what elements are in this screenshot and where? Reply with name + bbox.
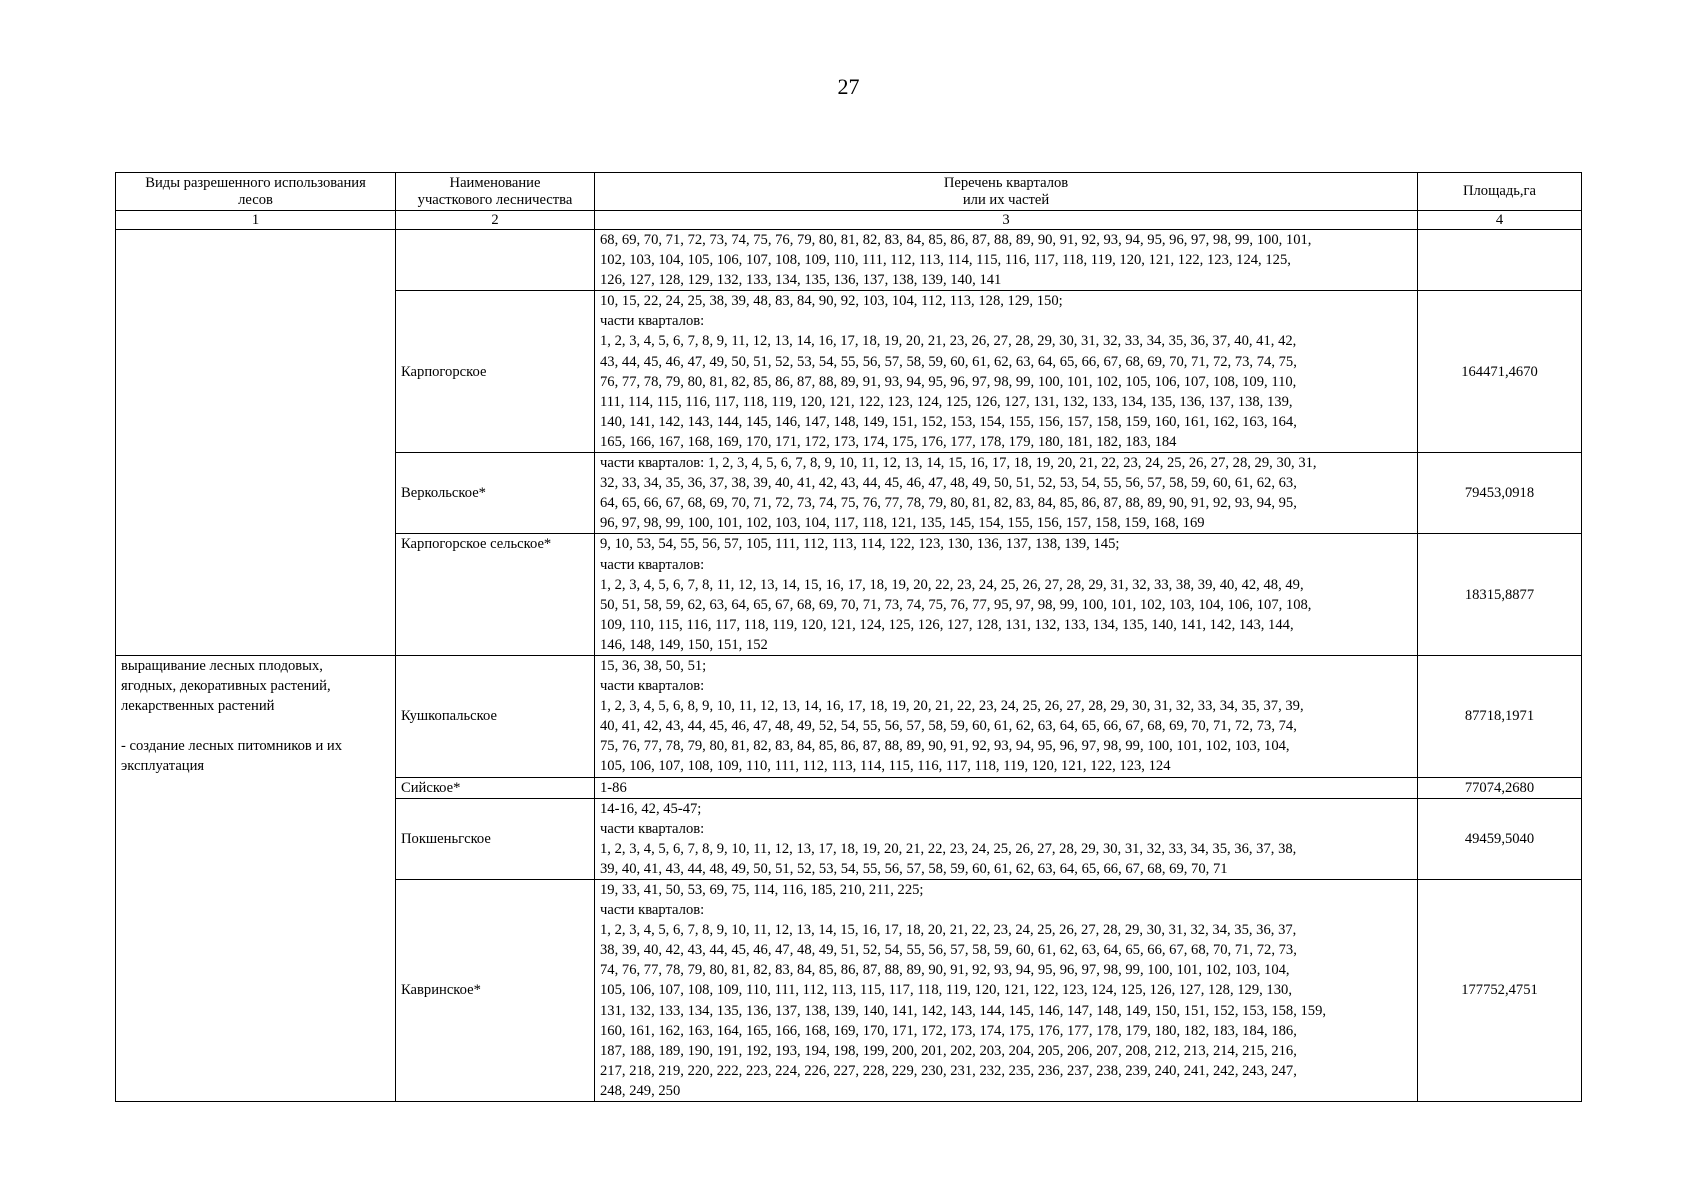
header-district: Наименование участкового лесничества	[396, 173, 595, 211]
quarters-line: части кварталов:	[600, 820, 705, 837]
quarters-line: 15, 36, 38, 50, 51;	[600, 657, 707, 674]
quarters-line: 38, 39, 40, 42, 43, 44, 45, 46, 47, 48, 49, 51, 52, 54, 55, 56, 57, 58, 59, 60, 61, 62, 63, 64, 65, 66, 67, 68, 70, 71, 72, 73,	[600, 942, 1297, 959]
quarters-line: 10, 15, 22, 24, 25, 38, 39, 48, 83, 84, 90, 92, 103, 104, 112, 113, 128, 129, 150;	[600, 293, 1063, 310]
quarters-line: 9, 10, 53, 54, 55, 56, 57, 105, 111, 112, 113, 114, 122, 123, 130, 136, 137, 138, 139, 145;	[600, 536, 1120, 553]
quarters-line: 1, 2, 3, 4, 5, 6, 7, 8, 9, 11, 12, 13, 14, 16, 17, 18, 19, 20, 21, 23, 26, 27, 28, 29, 30, 31, 32, 33, 34, 35, 36, 37, 40, 41, 42,	[600, 333, 1297, 350]
quarters-line: 50, 51, 58, 59, 62, 63, 64, 65, 67, 68, 69, 70, 71, 73, 74, 75, 76, 77, 95, 97, 98, 99, 100, 101, 102, 103, 104, 106, 107, 108,	[600, 596, 1312, 613]
column-number: 1	[116, 211, 396, 230]
quarters-line: 131, 132, 133, 134, 135, 136, 137, 138, 139, 140, 141, 142, 143, 144, 145, 146, 147, 148, 149, 150, 151, 152, 153, 158, 159,	[600, 1002, 1327, 1019]
usage-type-text: лекарственных растений	[121, 698, 275, 715]
quarters-line: 160, 161, 162, 163, 164, 165, 166, 168, 169, 170, 171, 172, 173, 174, 175, 176, 177, 178, 179, 180, 182, 183, 184, 186,	[600, 1022, 1297, 1039]
quarters-line: 68, 69, 70, 71, 72, 73, 74, 75, 76, 79, 80, 81, 82, 83, 84, 85, 86, 87, 88, 89, 90, 91, 92, 93, 94, 95, 96, 97, 98, 99, 100, 101,	[600, 232, 1312, 248]
district-name-cell: Покшеньгское	[396, 798, 595, 879]
district-name-cell	[396, 230, 595, 291]
table-row	[116, 655, 1582, 777]
quarters-list-cell	[595, 798, 1418, 879]
quarters-line: 248, 249, 250	[600, 1082, 681, 1099]
quarters-line: 19, 33, 41, 50, 53, 69, 75, 114, 116, 185, 210, 211, 225;	[600, 882, 924, 898]
quarters-line: 1, 2, 3, 4, 5, 6, 7, 8, 11, 12, 13, 14, 15, 16, 17, 18, 19, 20, 22, 23, 24, 25, 26, 27, 28, 29, 31, 32, 33, 38, 39, 40, 42, 48, 49,	[600, 576, 1304, 593]
quarters-line: 126, 127, 128, 129, 132, 133, 134, 135, 136, 137, 138, 139, 140, 141	[600, 272, 1002, 289]
usage-type-text: выращивание лесных плодовых,	[121, 657, 323, 674]
quarters-line: 187, 188, 189, 190, 191, 192, 193, 194, 198, 199, 200, 201, 202, 203, 204, 205, 206, 207, 208, 212, 213, 214, 215, 216,	[600, 1042, 1297, 1059]
header-quarters: Перечень кварталов или их частей	[595, 173, 1418, 211]
quarters-line: части кварталов:	[600, 556, 705, 573]
quarters-line: части кварталов:	[600, 313, 705, 330]
quarters-line: 165, 166, 167, 168, 169, 170, 171, 172, 173, 174, 175, 176, 177, 178, 179, 180, 181, 182, 183, 184	[600, 433, 1177, 450]
usage-type-cell	[116, 655, 396, 1101]
quarters-list-cell	[595, 453, 1418, 534]
quarters-line: 32, 33, 34, 35, 36, 37, 38, 39, 40, 41, 42, 43, 44, 45, 46, 47, 48, 49, 50, 51, 52, 53, 54, 55, 56, 57, 58, 59, 60, 61, 62, 63,	[600, 475, 1297, 492]
quarters-line: 140, 141, 142, 143, 144, 145, 146, 147, 148, 149, 151, 152, 153, 154, 155, 156, 157, 158, 159, 160, 161, 162, 163, 164,	[600, 413, 1297, 430]
quarters-line: 109, 110, 115, 116, 117, 118, 119, 120, 121, 124, 125, 126, 127, 128, 131, 132, 133, 134, 135, 140, 141, 142, 143, 144,	[600, 616, 1294, 633]
quarters-line: 39, 40, 41, 43, 44, 48, 49, 50, 51, 52, 53, 54, 55, 56, 57, 58, 59, 60, 61, 62, 63, 64, 65, 66, 67, 68, 69, 70, 71	[600, 860, 1228, 877]
quarters-line: 1, 2, 3, 4, 5, 6, 7, 8, 9, 10, 11, 12, 13, 14, 15, 16, 17, 18, 20, 21, 22, 23, 24, 25, 26, 27, 28, 29, 30, 31, 32, 34, 35, 36, 37,	[600, 922, 1297, 939]
column-number: 4	[1418, 211, 1582, 230]
quarters-list-cell	[595, 880, 1418, 1102]
forest-quarters-table	[115, 172, 1582, 1102]
quarters-line: 1, 2, 3, 4, 5, 6, 7, 8, 9, 10, 11, 12, 13, 17, 18, 19, 20, 21, 22, 23, 24, 25, 26, 27, 28, 29, 30, 31, 32, 33, 34, 35, 36, 37, 38,	[600, 840, 1297, 857]
usage-subtype-text: - создание лесных питомников и их	[121, 738, 343, 755]
quarters-line: 111, 114, 115, 116, 117, 118, 119, 120, 121, 122, 123, 124, 125, 126, 127, 131, 132, 133, 134, 135, 136, 137, 138, 139,	[600, 393, 1293, 410]
quarters-line: части кварталов:	[600, 678, 705, 695]
header-area: Площадь,га	[1418, 173, 1582, 211]
quarters-line: части кварталов:	[600, 902, 705, 919]
usage-type-cell-continued	[116, 230, 396, 656]
district-name-cell: Карпогорское сельское*	[396, 534, 595, 656]
district-name-cell: Кушкопальское	[396, 655, 595, 777]
district-name-cell: Кавринское*	[396, 880, 595, 1102]
quarters-list-cell	[595, 534, 1418, 656]
quarters-line: 40, 41, 42, 43, 44, 45, 46, 47, 48, 49, 52, 54, 55, 56, 57, 58, 59, 60, 61, 62, 63, 64, 65, 66, 67, 68, 69, 70, 71, 72, 73, 74,	[600, 718, 1297, 735]
quarters-list-cell	[595, 230, 1418, 291]
header-usage-type: Виды разрешенного использования лесов	[116, 173, 396, 211]
quarters-line: 1-86	[600, 779, 627, 796]
quarters-line: 102, 103, 104, 105, 106, 107, 108, 109, 110, 111, 112, 113, 114, 115, 116, 117, 118, 119, 120, 121, 122, 123, 124, 125,	[600, 252, 1291, 269]
usage-type-text: ягодных, декоративных растений,	[121, 678, 331, 695]
district-name-cell: Карпогорское	[396, 291, 595, 453]
quarters-line: 96, 97, 98, 99, 100, 101, 102, 103, 104, 117, 118, 121, 135, 145, 154, 155, 156, 157, 158, 159, 168, 169	[600, 515, 1205, 532]
quarters-line: 75, 76, 77, 78, 79, 80, 81, 82, 83, 84, 85, 86, 87, 88, 89, 90, 91, 92, 93, 94, 95, 96, 97, 98, 99, 100, 101, 102, 103, 104,	[600, 738, 1290, 755]
district-name-cell: Веркольское*	[396, 453, 595, 534]
page-number: 27	[837, 74, 860, 99]
spacer	[121, 716, 390, 736]
column-number-row	[116, 211, 1582, 230]
district-name-cell: Сийское*	[396, 777, 595, 798]
area-cell	[1418, 230, 1582, 291]
quarters-list-cell	[595, 291, 1418, 453]
quarters-line: 76, 77, 78, 79, 80, 81, 82, 85, 86, 87, 88, 89, 91, 93, 94, 95, 96, 97, 98, 99, 100, 101, 102, 105, 106, 107, 108, 109, 110,	[600, 373, 1297, 390]
column-number: 2	[396, 211, 595, 230]
area-cell: 79453,0918	[1418, 453, 1582, 534]
quarters-line: 74, 76, 77, 78, 79, 80, 81, 82, 83, 84, 85, 86, 87, 88, 89, 90, 91, 92, 93, 94, 95, 96, 97, 98, 99, 100, 101, 102, 103, 104,	[600, 962, 1290, 979]
quarters-line: 105, 106, 107, 108, 109, 110, 111, 112, 113, 115, 117, 118, 119, 120, 121, 122, 123, 124, 125, 126, 127, 128, 129, 130,	[600, 982, 1292, 999]
quarters-list-cell	[595, 655, 1418, 777]
header-row	[116, 173, 1582, 211]
table-row	[116, 230, 1582, 291]
quarters-line: 105, 106, 107, 108, 109, 110, 111, 112, 113, 114, 115, 116, 117, 118, 119, 120, 121, 122, 123, 124	[600, 758, 1171, 775]
quarters-line: 1, 2, 3, 4, 5, 6, 8, 9, 10, 11, 12, 13, 14, 16, 17, 18, 19, 20, 21, 22, 23, 24, 25, 26, 27, 28, 29, 30, 31, 32, 33, 34, 35, 37, 39,	[600, 698, 1304, 715]
quarters-line: 43, 44, 45, 46, 47, 49, 50, 51, 52, 53, 54, 55, 56, 57, 58, 59, 60, 61, 62, 63, 64, 65, 66, 67, 68, 69, 70, 71, 72, 73, 74, 75,	[600, 353, 1297, 370]
quarters-list-cell	[595, 777, 1418, 798]
usage-subtype-text: эксплуатация	[121, 758, 205, 775]
area-cell: 164471,4670	[1418, 291, 1582, 453]
area-cell: 49459,5040	[1418, 798, 1582, 879]
quarters-line: 64, 65, 66, 67, 68, 69, 70, 71, 72, 73, 74, 75, 76, 77, 78, 79, 80, 81, 82, 83, 84, 85, 86, 87, 88, 89, 90, 91, 92, 93, 94, 95,	[600, 495, 1297, 512]
quarters-line: 14-16, 42, 45-47;	[600, 800, 702, 817]
column-number: 3	[595, 211, 1418, 230]
area-cell: 18315,8877	[1418, 534, 1582, 656]
quarters-line: 217, 218, 219, 220, 222, 223, 224, 226, 227, 228, 229, 230, 231, 232, 235, 236, 237, 238, 239, 240, 241, 242, 243, 247,	[600, 1062, 1297, 1079]
quarters-line: части кварталов: 1, 2, 3, 4, 5, 6, 7, 8, 9, 10, 11, 12, 13, 14, 15, 16, 17, 18, 19, 20, 21, 22, 23, 24, 25, 26, 27, 28, 29, 30, 31,	[600, 455, 1317, 472]
area-cell: 77074,2680	[1418, 777, 1582, 798]
area-cell: 177752,4751	[1418, 880, 1582, 1102]
area-cell: 87718,1971	[1418, 655, 1582, 777]
quarters-line: 146, 148, 149, 150, 151, 152	[600, 636, 768, 653]
